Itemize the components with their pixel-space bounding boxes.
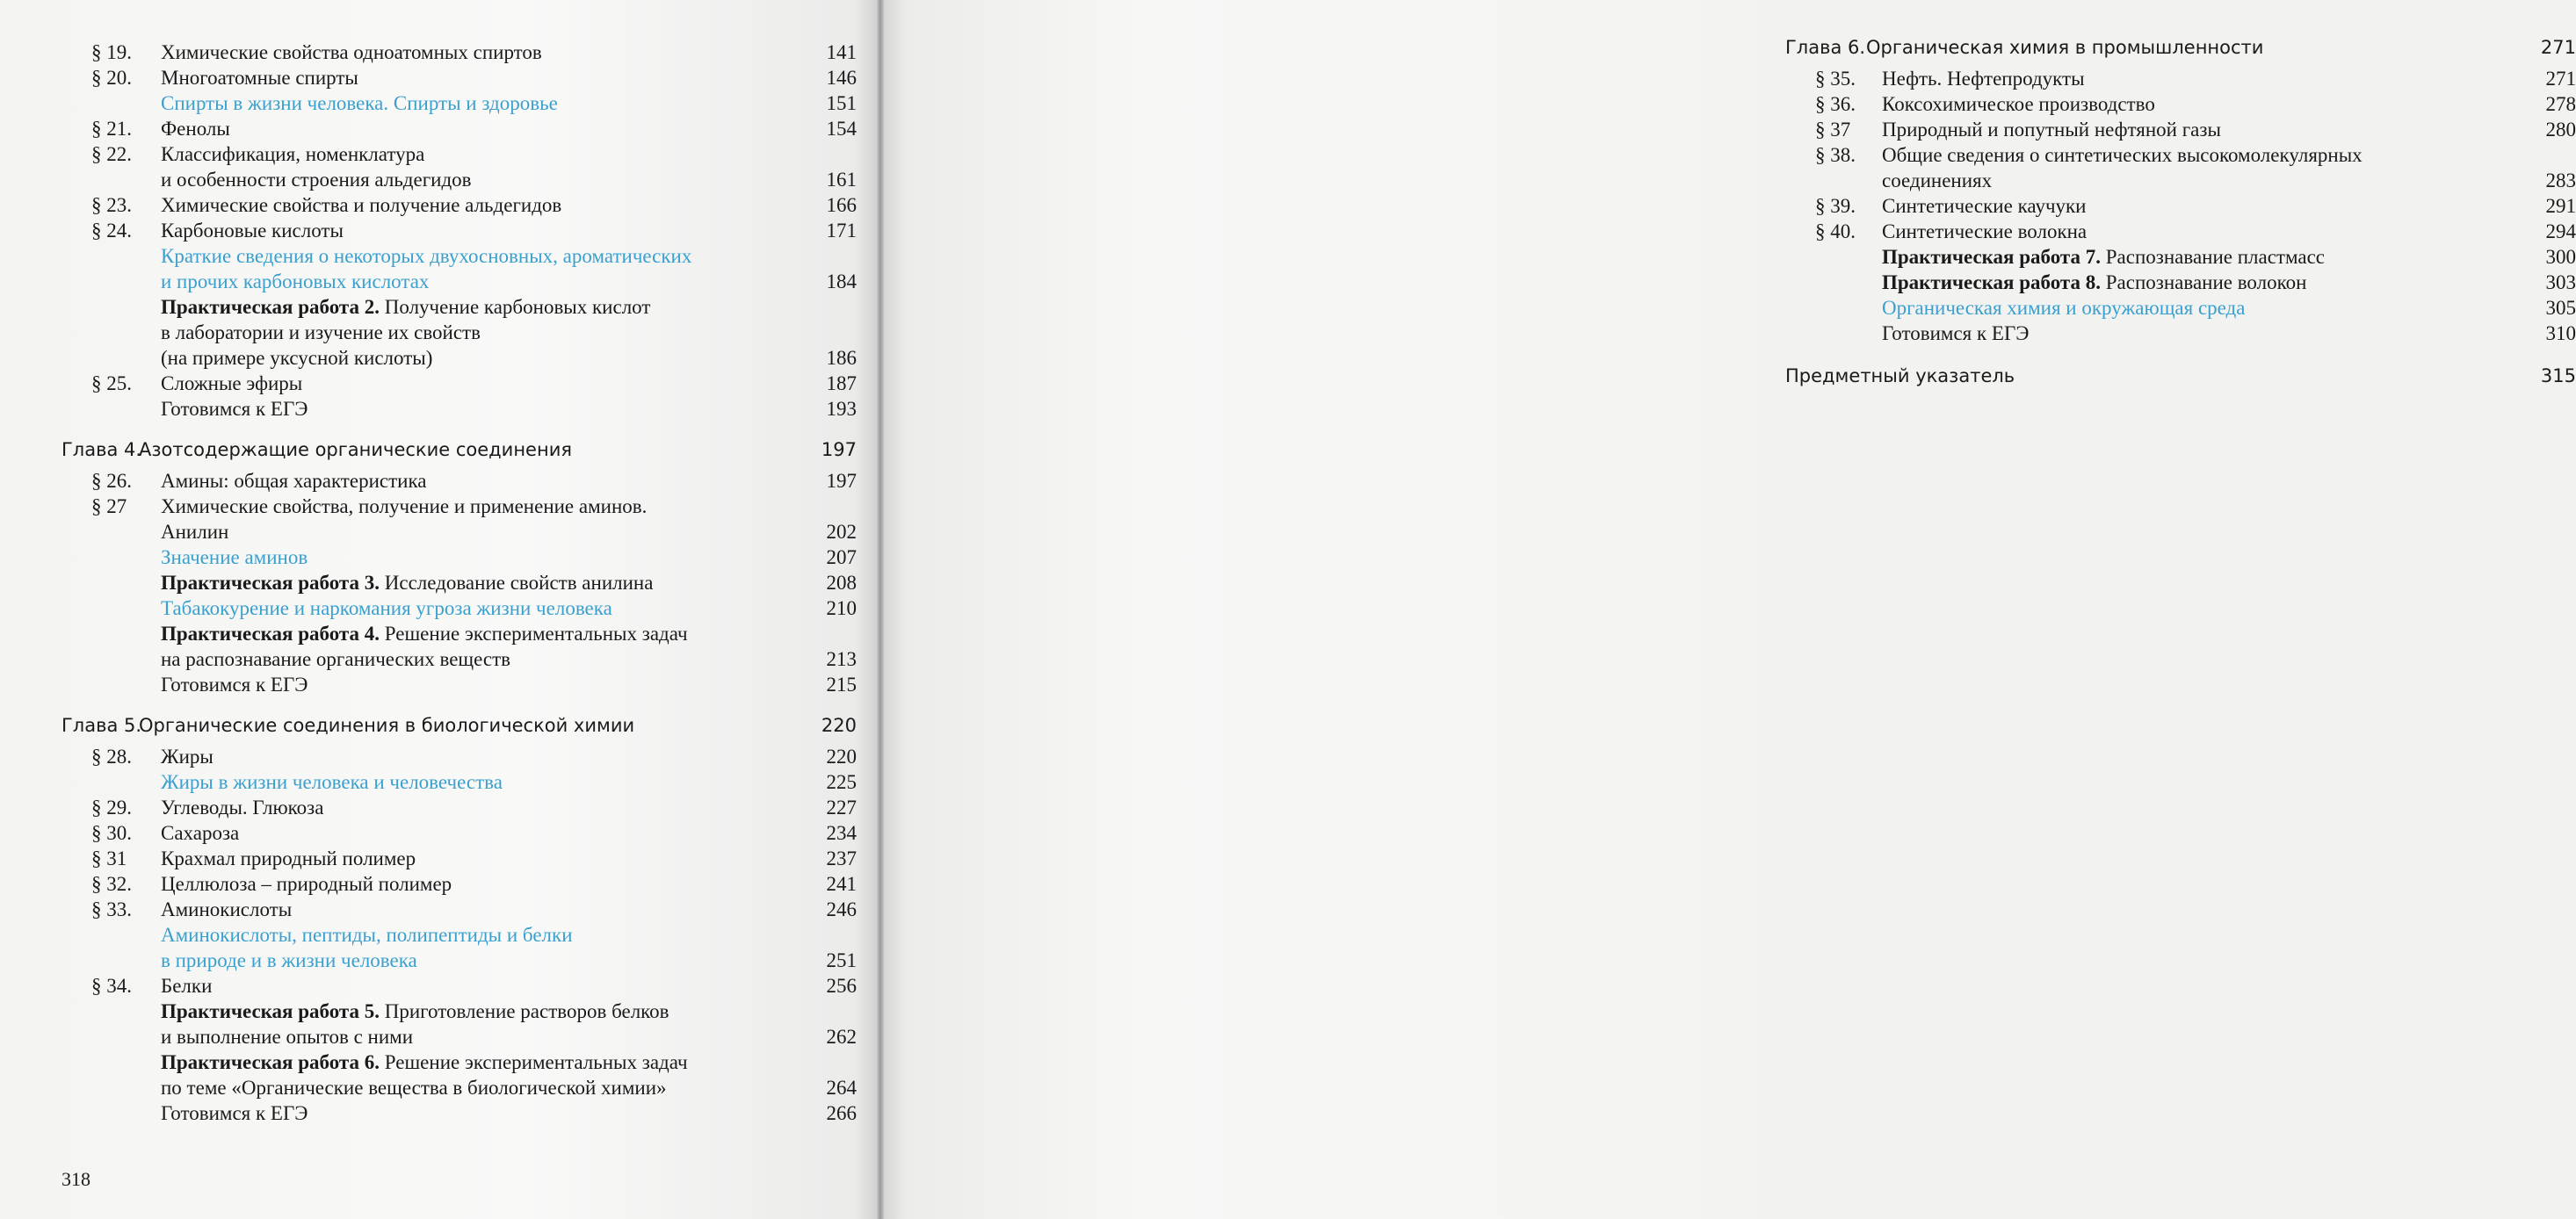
entry-line <box>1882 270 2514 295</box>
entry-title <box>1785 244 2576 270</box>
entry-line <box>1882 193 2514 219</box>
toc-entry-row <box>62 897 857 922</box>
entry-line-text: Классификация, номенклатура <box>161 143 425 165</box>
entry-title <box>1785 295 2576 321</box>
entry-title <box>62 468 857 494</box>
toc-entry-row <box>62 744 857 769</box>
section-number: § 35. <box>1815 68 1856 90</box>
page-ref: 271 <box>2540 37 2576 58</box>
entry-title <box>62 973 857 999</box>
entry-line-text: на распознавание органических веществ <box>161 648 511 670</box>
entry-line <box>161 345 795 371</box>
entry-line <box>161 922 795 948</box>
entry-line <box>161 269 795 294</box>
entry-title <box>1785 219 2576 244</box>
entry-title <box>1785 66 2576 91</box>
entry-line-text: Целлюлоза – природный полимер <box>161 873 452 895</box>
entry-title <box>62 570 857 595</box>
entry-line-text: Готовимся к ЕГЭ <box>1882 322 2030 344</box>
entry-title <box>1785 35 2576 61</box>
toc-entry-row <box>62 294 857 371</box>
left-toc <box>62 40 857 1126</box>
entry-line-text: по теме «Органические вещества в биологической химии» <box>161 1077 667 1099</box>
page-ref: 315 <box>2540 365 2576 386</box>
entry-line-text: Общие сведения о синтетических высокомолекулярных <box>1882 144 2363 166</box>
entry-line-text: соединениях <box>1882 170 1993 191</box>
toc-chapter-row <box>1785 364 2576 389</box>
entry-line <box>161 545 795 570</box>
entry-line-text: Аминокислоты <box>161 898 293 920</box>
entry-line-text: Табакокурение и наркомания угроза жизни человека <box>161 597 612 619</box>
page-ref: 294 <box>2545 220 2576 242</box>
page-ref: 262 <box>826 1026 857 1048</box>
entry-line-text: Готовимся к ЕГЭ <box>161 1102 308 1124</box>
entry-title <box>62 192 857 218</box>
entry-line <box>161 90 795 116</box>
page-number: 318 <box>62 1168 90 1190</box>
entry-title <box>1785 91 2576 117</box>
page-ref: 166 <box>826 194 857 216</box>
section-number: § 36. <box>1815 93 1856 115</box>
entry-title <box>62 672 857 697</box>
entry-title <box>1785 142 2576 193</box>
entry-title <box>62 218 857 243</box>
toc-entry-row <box>62 40 857 65</box>
entry-line <box>1882 244 2514 270</box>
toc-entry-row <box>62 769 857 795</box>
entry-line <box>161 468 795 494</box>
entry-line <box>161 820 795 846</box>
toc-entry-row <box>62 396 857 422</box>
page-ref: 213 <box>826 648 857 670</box>
entry-line <box>161 192 795 218</box>
entry-line <box>139 437 795 463</box>
practical-label: Практическая работа 7. <box>1882 246 2102 268</box>
section-number: § 24. <box>91 220 132 242</box>
page-ref: 154 <box>826 118 857 140</box>
page-ref: 141 <box>826 41 857 63</box>
section-number: § 29. <box>91 797 132 819</box>
entry-line <box>161 595 795 621</box>
entry-line <box>161 494 795 519</box>
entry-line <box>161 1024 795 1049</box>
entry-line <box>1882 91 2514 117</box>
toc-entry-row <box>62 595 857 621</box>
entry-line-text: Фенолы <box>161 118 230 140</box>
entry-line <box>1785 364 2514 389</box>
toc-entry-row <box>1785 91 2576 117</box>
entry-line-text: Жиры <box>161 746 213 768</box>
entry-line <box>161 519 795 545</box>
section-number: § 25. <box>91 372 132 394</box>
entry-line-text: Белки <box>161 975 213 997</box>
toc-entry-row <box>1785 117 2576 142</box>
entry-line-text: Готовимся к ЕГЭ <box>161 674 308 696</box>
entry-title <box>1785 321 2576 346</box>
toc-entry-row <box>62 494 857 545</box>
page-ref: 193 <box>826 398 857 420</box>
toc-entry-row <box>62 90 857 116</box>
entry-line-text: Исследование свойств анилина <box>380 572 654 594</box>
entry-line <box>161 1075 795 1100</box>
entry-title <box>62 371 857 396</box>
entry-line <box>161 621 795 646</box>
entry-line <box>1882 321 2514 346</box>
entry-line <box>161 1049 795 1075</box>
entry-title <box>62 90 857 116</box>
entry-title <box>62 437 857 463</box>
entry-title <box>62 294 857 371</box>
toc-entry-row <box>62 922 857 973</box>
entry-title <box>62 713 857 739</box>
toc-entry-row <box>62 1100 857 1126</box>
entry-line-text: и выполнение опытов с ними <box>161 1026 414 1048</box>
entry-title <box>62 769 857 795</box>
entry-line <box>161 897 795 922</box>
page-ref: 266 <box>826 1102 857 1124</box>
toc-entry-row <box>1785 193 2576 219</box>
page-ref: 241 <box>826 873 857 895</box>
entry-title <box>62 396 857 422</box>
entry-line <box>161 1100 795 1126</box>
toc-chapter-row <box>62 437 857 463</box>
toc-entry-row <box>1785 66 2576 91</box>
entry-line-text: Анилин <box>161 521 229 543</box>
entry-line-text: Карбоновые кислоты <box>161 220 344 242</box>
entry-title <box>62 999 857 1049</box>
page-ref: 271 <box>2545 68 2576 90</box>
entry-line <box>1882 168 2514 193</box>
toc-entry-row <box>62 999 857 1049</box>
toc-entry-row <box>62 545 857 570</box>
entry-line-text: Решение экспериментальных задач <box>380 1051 688 1073</box>
entry-line-text: Углеводы. Глюкоза <box>161 797 324 819</box>
page-ref: 225 <box>826 771 857 793</box>
entry-line-text: и особенности строения альдегидов <box>161 169 472 191</box>
entry-line-text: Коксохимическое производство <box>1882 93 2155 115</box>
entry-line-text: Органическая химия в промышленности <box>1866 37 2264 58</box>
toc-entry-row <box>62 371 857 396</box>
entry-line <box>161 371 795 396</box>
page-ref: 280 <box>2545 119 2576 141</box>
toc-entry-row <box>62 621 857 672</box>
section-number: § 40. <box>1815 220 1856 242</box>
entry-title <box>62 545 857 570</box>
toc-entry-row <box>62 846 857 871</box>
entry-title <box>62 744 857 769</box>
toc-entry-row <box>1785 219 2576 244</box>
toc-entry-row <box>62 65 857 90</box>
entry-line <box>1882 66 2514 91</box>
entry-line-text: в природе и в жизни человека <box>161 949 417 971</box>
page-ref: 220 <box>826 746 857 768</box>
entry-title <box>62 141 857 192</box>
entry-line <box>161 795 795 820</box>
page-ref: 300 <box>2545 246 2576 268</box>
page-ref: 237 <box>826 848 857 869</box>
entry-title <box>62 820 857 846</box>
practical-label: Практическая работа 2. <box>161 296 380 318</box>
entry-title <box>62 795 857 820</box>
entry-line <box>161 744 795 769</box>
toc-entry-row <box>1785 244 2576 270</box>
entry-line <box>139 713 795 739</box>
section-number: § 27 <box>91 495 127 517</box>
page-ref: 215 <box>826 674 857 696</box>
entry-title <box>62 243 857 294</box>
entry-line <box>161 218 795 243</box>
entry-line-text: Многоатомные спирты <box>161 67 358 89</box>
entry-line <box>1882 295 2514 321</box>
section-number: § 32. <box>91 873 132 895</box>
entry-line <box>161 570 795 595</box>
entry-line <box>161 973 795 999</box>
page-ref: 291 <box>2545 195 2576 217</box>
toc-entry-row <box>62 141 857 192</box>
section-number: § 21. <box>91 118 132 140</box>
entry-line-text: и прочих карбоновых кислотах <box>161 270 430 292</box>
page-ref: 246 <box>826 898 857 920</box>
entry-title <box>62 595 857 621</box>
entry-line-text: Распознавание волокон <box>2101 271 2307 293</box>
toc-entry-row <box>62 820 857 846</box>
entry-title <box>62 494 857 545</box>
entry-line <box>161 846 795 871</box>
section-number: § 30. <box>91 822 132 844</box>
entry-title <box>62 846 857 871</box>
toc-entry-row <box>62 192 857 218</box>
right-page <box>880 0 2576 1219</box>
entry-line-text: Азотсодержащие органические соединения <box>139 439 572 460</box>
entry-line <box>161 999 795 1024</box>
chapter-number: Глава 4. <box>62 439 142 460</box>
toc-chapter-row <box>62 713 857 739</box>
section-number: § 33. <box>91 898 132 920</box>
entry-title <box>62 1049 857 1100</box>
entry-line <box>161 672 795 697</box>
entry-line <box>161 40 795 65</box>
entry-title <box>62 65 857 90</box>
page-ref: 208 <box>826 572 857 594</box>
page-ref: 197 <box>821 439 857 460</box>
section-number: § 23. <box>91 194 132 216</box>
entry-line-text: Приготовление растворов белков <box>380 1000 669 1022</box>
toc-entry-row <box>62 795 857 820</box>
page-ref: 202 <box>826 521 857 543</box>
entry-line <box>1882 219 2514 244</box>
entry-line-text: Химические свойства одноатомных спиртов <box>161 41 542 63</box>
entry-line <box>161 396 795 422</box>
page-ref: 234 <box>826 822 857 844</box>
entry-line-text: Аминокислоты, пептиды, полипептиды и белки <box>161 924 573 946</box>
page-ref: 227 <box>826 797 857 819</box>
section-number: § 19. <box>91 41 132 63</box>
page-ref: 184 <box>826 270 857 292</box>
section-number: § 28. <box>91 746 132 768</box>
toc-entry-row <box>62 116 857 141</box>
entry-line-text: Природный и попутный нефтяной газы <box>1882 119 2221 141</box>
entry-line <box>161 167 795 192</box>
toc-entry-row <box>62 218 857 243</box>
entry-line-text: (на примере уксусной кислоты) <box>161 347 433 369</box>
toc-entry-row <box>62 468 857 494</box>
section-number: § 39. <box>1815 195 1856 217</box>
page-ref: 251 <box>826 949 857 971</box>
toc-entry-row <box>1785 270 2576 295</box>
entry-line-text: Значение аминов <box>161 546 308 568</box>
page-ref: 278 <box>2545 93 2576 115</box>
practical-label: Практическая работа 6. <box>161 1051 380 1073</box>
entry-line <box>161 320 795 345</box>
page-ref: 283 <box>2545 170 2576 191</box>
section-number: § 37 <box>1815 119 1851 141</box>
entry-line <box>161 65 795 90</box>
entry-line-text: Сложные эфиры <box>161 372 303 394</box>
book-spine <box>877 0 884 1219</box>
entry-title <box>62 1100 857 1126</box>
page-ref: 210 <box>826 597 857 619</box>
entry-title <box>1785 117 2576 142</box>
entry-title <box>1785 270 2576 295</box>
page-ref: 303 <box>2545 271 2576 293</box>
entry-line <box>161 116 795 141</box>
toc-entry-row <box>1785 321 2576 346</box>
entry-line <box>161 243 795 269</box>
toc-entry-row <box>62 1049 857 1100</box>
toc-entry-row <box>62 672 857 697</box>
page-ref: 197 <box>826 470 857 492</box>
chapter-number: Глава 5. <box>62 715 142 736</box>
chapter-number: Глава 6. <box>1785 37 1866 58</box>
left-page <box>0 0 880 1219</box>
practical-label: Практическая работа 3. <box>161 572 380 594</box>
page-ref: 207 <box>826 546 857 568</box>
section-number: § 34. <box>91 975 132 997</box>
entry-line-text: Нефть. Нефтепродукты <box>1882 68 2085 90</box>
toc-entry-row <box>62 871 857 897</box>
page-ref: 187 <box>826 372 857 394</box>
entry-line <box>161 769 795 795</box>
entry-title <box>1785 193 2576 219</box>
entry-title <box>62 897 857 922</box>
entry-title <box>62 871 857 897</box>
toc-entry-row <box>1785 142 2576 193</box>
entry-title <box>62 621 857 672</box>
entry-line-text: Амины: общая характеристика <box>161 470 427 492</box>
practical-label: Практическая работа 4. <box>161 623 380 645</box>
entry-line <box>1882 117 2514 142</box>
page-ref: 151 <box>826 92 857 114</box>
page-ref: 310 <box>2545 322 2576 344</box>
section-number: § 20. <box>91 67 132 89</box>
page-ref: 220 <box>821 715 857 736</box>
entry-line-text: Жиры в жизни человека и человечества <box>161 771 503 793</box>
page-ref: 161 <box>826 169 857 191</box>
page-ref: 264 <box>826 1077 857 1099</box>
entry-line-text: Спирты в жизни человека. Спирты и здоровье <box>161 92 558 114</box>
entry-line-text: Крахмал природный полимер <box>161 848 416 869</box>
right-toc <box>1785 35 2576 394</box>
entry-title <box>62 116 857 141</box>
entry-line-text: Краткие сведения о некоторых двухосновных, ароматических <box>161 245 692 267</box>
entry-line <box>161 948 795 973</box>
entry-line-text: Химические свойства, получение и применение аминов. <box>161 495 648 517</box>
entry-line-text: Органическая химия и окружающая среда <box>1882 297 2246 319</box>
entry-line-text: Химические свойства и получение альдегидов <box>161 194 562 216</box>
entry-line-text: Синтетические каучуки <box>1882 195 2087 217</box>
toc-entry-row <box>62 570 857 595</box>
page-ref: 305 <box>2545 297 2576 319</box>
page-ref: 171 <box>826 220 857 242</box>
entry-line <box>161 141 795 167</box>
toc-entry-row <box>62 973 857 999</box>
entry-line-text: Готовимся к ЕГЭ <box>161 398 308 420</box>
section-number: § 31 <box>91 848 127 869</box>
section-number: § 38. <box>1815 144 1856 166</box>
entry-line <box>161 871 795 897</box>
toc-entry-row <box>62 243 857 294</box>
page-ref: 146 <box>826 67 857 89</box>
entry-line-text: Синтетические волокна <box>1882 220 2088 242</box>
entry-line <box>161 646 795 672</box>
entry-line <box>1866 35 2514 61</box>
page-ref: 186 <box>826 347 857 369</box>
section-number: § 26. <box>91 470 132 492</box>
practical-label: Практическая работа 5. <box>161 1000 380 1022</box>
entry-title <box>1785 364 2576 389</box>
entry-line <box>161 294 795 320</box>
section-number: § 22. <box>91 143 132 165</box>
entry-line <box>1882 142 2514 168</box>
entry-line-text: Получение карбоновых кислот <box>380 296 651 318</box>
entry-line-text: Распознавание пластмасс <box>2101 246 2326 268</box>
practical-label: Практическая работа 8. <box>1882 271 2102 293</box>
entry-title <box>62 40 857 65</box>
entry-line-text: в лаборатории и изучение их свойств <box>161 321 481 343</box>
entry-line-text: Предметный указатель <box>1785 365 2015 386</box>
page-ref: 256 <box>826 975 857 997</box>
toc-chapter-row <box>1785 35 2576 61</box>
entry-line-text: Сахароза <box>161 822 240 844</box>
toc-entry-row <box>1785 295 2576 321</box>
entry-line-text: Органические соединения в биологической химии <box>139 715 635 736</box>
entry-line-text: Решение экспериментальных задач <box>380 623 688 645</box>
entry-title <box>62 922 857 973</box>
